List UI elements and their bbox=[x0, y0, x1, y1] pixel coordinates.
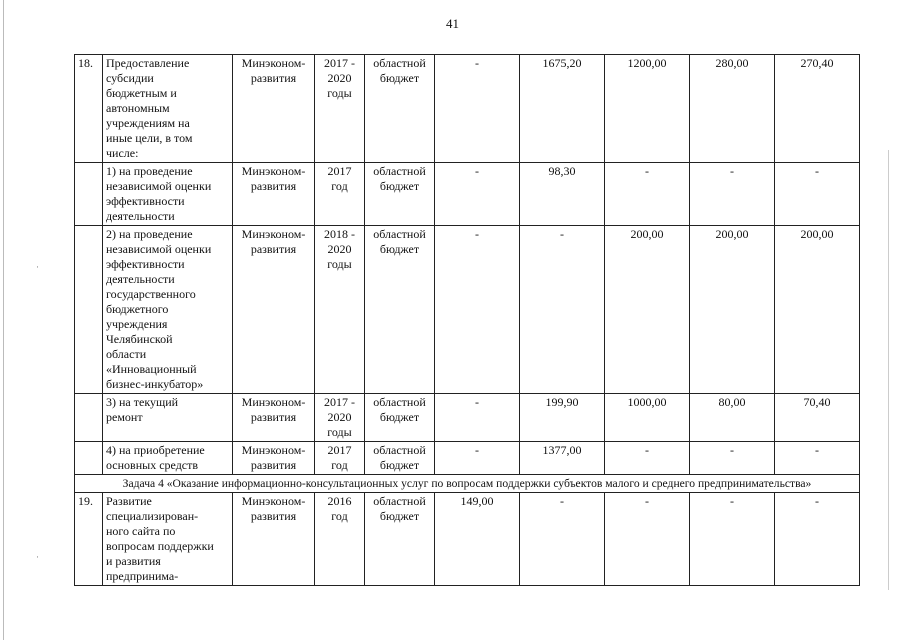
amount-cell: 1377,00 bbox=[520, 442, 605, 475]
amount-cell: - bbox=[605, 442, 690, 475]
activity-name-line: деятельности bbox=[106, 209, 175, 223]
amount-cell: 270,40 bbox=[775, 55, 860, 163]
executor-line: Минэконом- bbox=[241, 227, 306, 241]
funding-source bbox=[365, 493, 435, 586]
activity-name-line: деятельности bbox=[106, 272, 175, 286]
activity-name-line: 2) на проведение bbox=[106, 227, 193, 241]
executor-line: Минэконом- bbox=[241, 395, 306, 409]
activity-name-line: области bbox=[106, 347, 147, 361]
term-line: годы bbox=[327, 257, 352, 271]
funding-source-line: бюджет bbox=[379, 410, 420, 424]
term-line: год bbox=[331, 179, 348, 193]
row-number: 18. bbox=[75, 55, 103, 163]
amount-cell: - bbox=[520, 493, 605, 586]
executor-line: развития bbox=[250, 179, 297, 193]
activity-name-line: бюджетным и bbox=[106, 86, 177, 100]
row-number bbox=[75, 226, 103, 394]
term bbox=[315, 394, 365, 442]
activity-name-line: вопросам поддержки bbox=[106, 539, 214, 553]
funding-source-line: областной bbox=[373, 395, 426, 409]
activity-name-line: учреждениям на bbox=[106, 116, 190, 130]
term-line: 2020 bbox=[327, 71, 352, 85]
funding-source bbox=[365, 163, 435, 226]
term-line: 2020 bbox=[327, 410, 352, 424]
executor-line: Минэконом- bbox=[241, 443, 306, 457]
amount-cell: 200,00 bbox=[690, 226, 775, 394]
amount-cell: 199,90 bbox=[520, 394, 605, 442]
activity-name-line: эффективности bbox=[106, 194, 185, 208]
activity-name-line: ремонт bbox=[106, 410, 143, 424]
activity-name-line: и развития bbox=[106, 554, 161, 568]
scan-right-edge bbox=[888, 150, 889, 590]
term-line: годы bbox=[327, 425, 352, 439]
amount-cell: 1675,20 bbox=[520, 55, 605, 163]
activity-name-line: Предоставление bbox=[106, 56, 190, 70]
amount-cell: - bbox=[690, 442, 775, 475]
amount-cell: - bbox=[435, 163, 520, 226]
executor-line: развития bbox=[250, 410, 297, 424]
table-row bbox=[75, 55, 860, 163]
amount-cell: - bbox=[605, 493, 690, 586]
term-line: 2017 - bbox=[324, 56, 355, 70]
funding-source bbox=[365, 55, 435, 163]
executor bbox=[233, 163, 315, 226]
activity-name bbox=[103, 55, 233, 163]
executor-line: развития bbox=[250, 458, 297, 472]
executor-line: Минэконом- bbox=[241, 164, 306, 178]
activity-name-line: «Инновационный bbox=[106, 362, 197, 376]
term-line: 2017 bbox=[327, 443, 352, 457]
term-line: 2017 - bbox=[324, 395, 355, 409]
row-number bbox=[75, 163, 103, 226]
term-line: 2018 - bbox=[324, 227, 355, 241]
activity-name-line: 1) на проведение bbox=[106, 164, 193, 178]
activity-name bbox=[103, 493, 233, 586]
executor bbox=[233, 493, 315, 586]
amount-cell: 280,00 bbox=[690, 55, 775, 163]
term-line: годы bbox=[327, 86, 352, 100]
activity-name bbox=[103, 163, 233, 226]
funding-source-line: областной bbox=[373, 443, 426, 457]
amount-cell: 200,00 bbox=[775, 226, 860, 394]
executor bbox=[233, 55, 315, 163]
executor bbox=[233, 226, 315, 394]
amount-cell: - bbox=[435, 394, 520, 442]
term-line: год bbox=[331, 458, 348, 472]
funding-source-line: бюджет bbox=[379, 509, 420, 523]
term bbox=[315, 493, 365, 586]
executor bbox=[233, 394, 315, 442]
row-number: 19. bbox=[75, 493, 103, 586]
amount-cell: - bbox=[775, 163, 860, 226]
executor-line: развития bbox=[250, 509, 297, 523]
activity-name bbox=[103, 442, 233, 475]
activity-name-line: основных средств bbox=[106, 458, 199, 472]
activity-name bbox=[103, 394, 233, 442]
activity-name-line: эффективности bbox=[106, 257, 185, 271]
amount-cell: 200,00 bbox=[605, 226, 690, 394]
amount-cell: - bbox=[605, 163, 690, 226]
funding-source-line: бюджет bbox=[379, 458, 420, 472]
activity-name-line: иные цели, в том bbox=[106, 131, 193, 145]
funding-source bbox=[365, 442, 435, 475]
row-number bbox=[75, 442, 103, 475]
activity-name-line: бюджетного bbox=[106, 302, 169, 316]
term-line: год bbox=[331, 509, 348, 523]
activity-name-line: независимой оценки bbox=[106, 179, 212, 193]
budget-table bbox=[74, 54, 860, 586]
amount-cell: 1000,00 bbox=[605, 394, 690, 442]
amount-cell: 1200,00 bbox=[605, 55, 690, 163]
funding-source-line: областной bbox=[373, 164, 426, 178]
funding-source bbox=[365, 394, 435, 442]
executor-line: развития bbox=[250, 71, 297, 85]
table-row bbox=[75, 493, 860, 586]
amount-cell: 80,00 bbox=[690, 394, 775, 442]
activity-name-line: 4) на приобретение bbox=[106, 443, 205, 457]
activity-name-line: предпринима- bbox=[106, 569, 179, 583]
task-row bbox=[75, 475, 860, 493]
term-line: 2016 bbox=[327, 494, 352, 508]
scan-mark: · bbox=[36, 262, 39, 272]
term-line: 2020 bbox=[327, 242, 352, 256]
funding-source-line: областной bbox=[373, 494, 426, 508]
page-number: 41 bbox=[446, 16, 459, 31]
amount-cell: - bbox=[435, 55, 520, 163]
term bbox=[315, 226, 365, 394]
activity-name-line: специализирован- bbox=[106, 509, 199, 523]
activity-name-line: автономным bbox=[106, 101, 170, 115]
amount-cell: - bbox=[775, 442, 860, 475]
executor-line: Минэконом- bbox=[241, 494, 306, 508]
amount-cell: 149,00 bbox=[435, 493, 520, 586]
executor bbox=[233, 442, 315, 475]
term bbox=[315, 442, 365, 475]
amount-cell: - bbox=[690, 163, 775, 226]
executor-line: развития bbox=[250, 242, 297, 256]
executor-line: Минэконом- bbox=[241, 56, 306, 70]
activity-name-line: ного сайта по bbox=[106, 524, 176, 538]
activity-name-line: Челябинской bbox=[106, 332, 173, 346]
table-row bbox=[75, 163, 860, 226]
term bbox=[315, 163, 365, 226]
activity-name-line: учреждения bbox=[106, 317, 168, 331]
activity-name bbox=[103, 226, 233, 394]
activity-name-line: государственного bbox=[106, 287, 196, 301]
activity-name-line: числе: bbox=[106, 146, 139, 160]
activity-name-line: бизнес-инкубатор» bbox=[106, 377, 204, 391]
row-number bbox=[75, 394, 103, 442]
funding-source-line: бюджет bbox=[379, 242, 420, 256]
table-body bbox=[75, 55, 860, 586]
amount-cell: - bbox=[435, 226, 520, 394]
amount-cell: - bbox=[775, 493, 860, 586]
amount-cell: - bbox=[520, 226, 605, 394]
scan-left-edge bbox=[3, 0, 4, 640]
amount-cell: 98,30 bbox=[520, 163, 605, 226]
table-row bbox=[75, 442, 860, 475]
term bbox=[315, 55, 365, 163]
term-line: 2017 bbox=[327, 164, 352, 178]
table-row bbox=[75, 226, 860, 394]
amount-cell: - bbox=[435, 442, 520, 475]
activity-name-line: 3) на текущий bbox=[106, 395, 179, 409]
activity-name-line: Развитие bbox=[106, 494, 152, 508]
task-heading: Задача 4 «Оказание информационно-консультационных услуг по вопросам поддержки субъектов малого и среднего предпринимательства» bbox=[75, 475, 860, 493]
funding-source bbox=[365, 226, 435, 394]
funding-source-line: областной bbox=[373, 56, 426, 70]
activity-name-line: субсидии bbox=[106, 71, 154, 85]
amount-cell: - bbox=[690, 493, 775, 586]
scan-mark: · bbox=[36, 552, 39, 562]
amount-cell: 70,40 bbox=[775, 394, 860, 442]
funding-source-line: бюджет bbox=[379, 179, 420, 193]
funding-source-line: бюджет bbox=[379, 71, 420, 85]
funding-source-line: областной bbox=[373, 227, 426, 241]
table-row bbox=[75, 394, 860, 442]
activity-name-line: независимой оценки bbox=[106, 242, 212, 256]
